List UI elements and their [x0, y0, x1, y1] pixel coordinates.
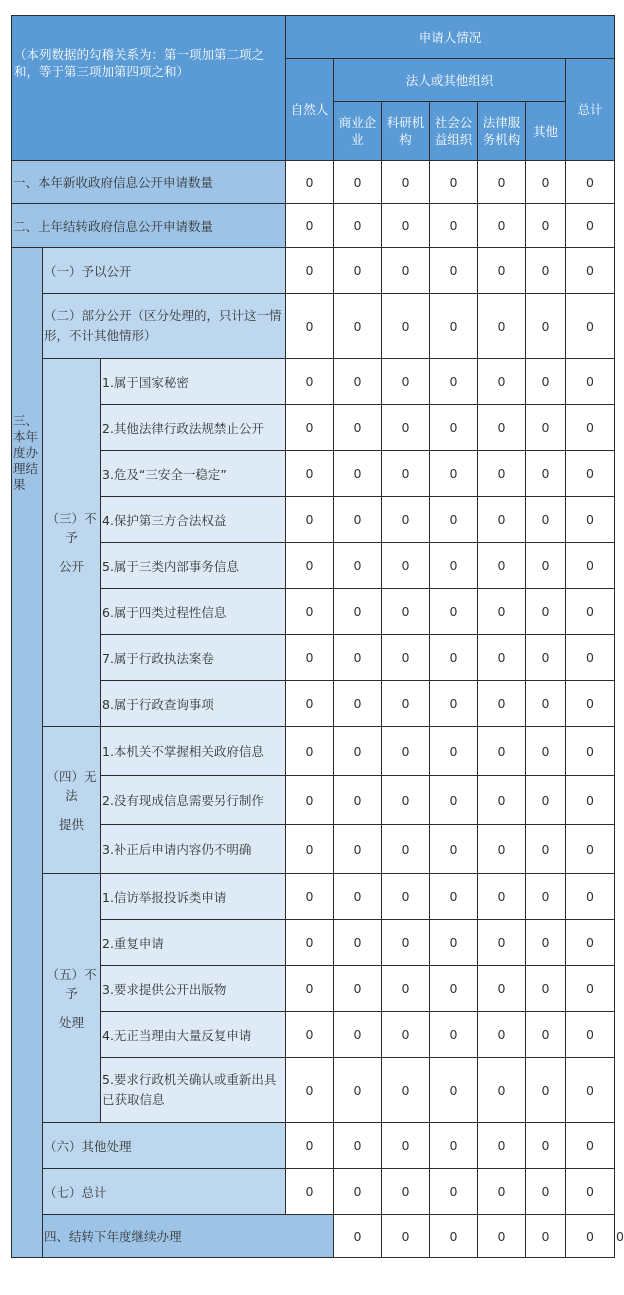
table-row	[12, 874, 615, 920]
table-row	[12, 359, 615, 405]
row-label: 2.重复申请	[101, 920, 286, 966]
value-cell: 0	[478, 1169, 526, 1215]
value-cell: 0	[334, 1215, 382, 1258]
value-cell: 0	[478, 451, 526, 497]
header-total: 总计	[566, 59, 615, 161]
value-cell: 0	[566, 920, 615, 966]
row-label: 3.危及“三安全一稳定”	[101, 451, 286, 497]
group-5-label	[43, 874, 101, 1123]
table-row	[12, 776, 615, 825]
row-label: 1.本机关不掌握相关政府信息	[101, 727, 286, 776]
value-cell: 0	[566, 1123, 615, 1169]
table-row	[12, 451, 615, 497]
value-cell: 0	[526, 874, 566, 920]
value-cell: 0	[478, 1058, 526, 1123]
value-cell: 0	[526, 204, 566, 248]
value-cell: 0	[334, 727, 382, 776]
value-cell: 0	[382, 359, 430, 405]
table-row	[12, 161, 615, 204]
value-cell: 0	[382, 874, 430, 920]
value-cell: 0	[334, 825, 382, 874]
value-cell: 0	[478, 161, 526, 204]
value-cell: 0	[334, 966, 382, 1012]
value-cell: 0	[430, 589, 478, 635]
value-cell: 0	[382, 681, 430, 727]
group-5-label-line2: 处理	[58, 1014, 84, 1030]
value-cell: 0	[334, 161, 382, 204]
value-cell: 0	[478, 920, 526, 966]
value-cell: 0	[478, 635, 526, 681]
value-cell: 0	[478, 966, 526, 1012]
value-cell: 0	[566, 359, 615, 405]
table-row: 四、结转下年度继续办理 0 0 0 0 0 0 0	[12, 1215, 615, 1258]
value-cell: 0	[382, 204, 430, 248]
value-cell: 0	[334, 920, 382, 966]
value-cell: 0	[286, 497, 334, 543]
value-cell: 0	[334, 1058, 382, 1123]
value-cell: 0	[382, 405, 430, 451]
value-cell: 0	[430, 405, 478, 451]
value-cell: 0	[526, 1058, 566, 1123]
value-cell: 0	[526, 359, 566, 405]
value-cell: 0	[478, 1215, 526, 1258]
header-note: （本列数据的勾稽关系为：第一项加第二项之和，等于第三项加第四项之和）	[12, 16, 286, 161]
value-cell: 0	[526, 727, 566, 776]
header-other: 其他	[526, 102, 566, 161]
group-4-label-line1: （四）无法	[46, 768, 97, 803]
value-cell: 0	[478, 294, 526, 359]
value-cell: 0	[286, 1012, 334, 1058]
value-cell: 0	[334, 204, 382, 248]
value-cell: 0	[430, 681, 478, 727]
row-label: （二）部分公开（区分处理的，只计这一情形，不计其他情形）	[43, 294, 286, 359]
value-cell: 0	[286, 589, 334, 635]
value-cell: 0	[430, 204, 478, 248]
value-cell: 0	[286, 776, 334, 825]
value-cell: 0	[382, 1169, 430, 1215]
value-cell: 0	[286, 920, 334, 966]
value-cell: 0	[430, 161, 478, 204]
value-cell: 0	[334, 776, 382, 825]
value-cell: 0	[286, 451, 334, 497]
table-row	[12, 248, 615, 294]
row-label: 3.要求提供公开出版物	[101, 966, 286, 1012]
table-row	[12, 497, 615, 543]
value-cell: 0	[566, 1169, 615, 1215]
row-label: 2.没有现成信息需要另行制作	[101, 776, 286, 825]
value-cell: 0	[526, 497, 566, 543]
value-cell: 0	[566, 161, 615, 204]
row-label: （一）予以公开	[43, 248, 286, 294]
value-cell: 0	[430, 543, 478, 589]
value-cell: 0	[566, 825, 615, 874]
header-public-welfare: 社会公益组织	[430, 102, 478, 161]
header-legal-group: 法人或其他组织	[334, 59, 566, 102]
value-cell: 0	[286, 635, 334, 681]
value-cell: 0	[526, 405, 566, 451]
value-cell: 0	[382, 635, 430, 681]
table-row	[12, 1058, 615, 1123]
value-cell: 0	[286, 359, 334, 405]
value-cell: 0	[430, 497, 478, 543]
value-cell: 0	[382, 727, 430, 776]
row-label: 1.属于国家秘密	[101, 359, 286, 405]
value-cell: 0	[382, 1215, 430, 1258]
value-cell: 0	[566, 294, 615, 359]
group-4-label	[43, 727, 101, 874]
value-cell: 0	[334, 1012, 382, 1058]
value-cell: 0	[478, 543, 526, 589]
header-legal-service: 法律服务机构	[478, 102, 526, 161]
value-cell: 0	[382, 543, 430, 589]
value-cell: 0	[334, 543, 382, 589]
value-cell: 0	[430, 727, 478, 776]
value-cell: 0	[430, 874, 478, 920]
value-cell: 0	[430, 1215, 478, 1258]
value-cell: 0	[566, 1215, 615, 1258]
value-cell: 0	[526, 825, 566, 874]
value-cell: 0	[334, 635, 382, 681]
row-label: 1.信访举报投诉类申请	[101, 874, 286, 920]
value-cell: 0	[526, 248, 566, 294]
value-cell: 0	[334, 359, 382, 405]
value-cell: 0	[382, 1123, 430, 1169]
row-label: 4.无正当理由大量反复申请	[101, 1012, 286, 1058]
table-row	[12, 204, 615, 248]
row-label: （七）总计	[43, 1169, 286, 1215]
value-cell: 0	[566, 248, 615, 294]
value-cell: 0	[478, 1012, 526, 1058]
value-cell: 0	[566, 1012, 615, 1058]
row-label: 二、上年结转政府信息公开申请数量	[12, 204, 286, 248]
value-cell: 0	[566, 681, 615, 727]
value-cell: 0	[566, 1058, 615, 1123]
value-cell: 0	[526, 635, 566, 681]
header-applicant: 申请人情况	[286, 16, 615, 59]
value-cell: 0	[286, 294, 334, 359]
value-cell: 0	[526, 1169, 566, 1215]
value-cell: 0	[382, 1058, 430, 1123]
section-3-label: 三、本年度办理结果	[12, 248, 43, 1258]
value-cell: 0	[286, 874, 334, 920]
table-row	[12, 825, 615, 874]
value-cell: 0	[286, 248, 334, 294]
table-row	[12, 1012, 615, 1058]
value-cell: 0	[286, 543, 334, 589]
value-cell: 0	[430, 451, 478, 497]
row-label: 3.补正后申请内容仍不明确	[101, 825, 286, 874]
value-cell: 0	[430, 1123, 478, 1169]
group-3-label-line2: 公开	[58, 559, 84, 574]
value-cell: 0	[286, 161, 334, 204]
value-cell: 0	[334, 248, 382, 294]
value-cell: 0	[566, 966, 615, 1012]
header-business: 商业企业	[334, 102, 382, 161]
table-row	[12, 727, 615, 776]
value-cell: 0	[478, 497, 526, 543]
table-row	[12, 966, 615, 1012]
value-cell: 0	[382, 589, 430, 635]
value-cell: 0	[478, 727, 526, 776]
value-cell: 0	[526, 1012, 566, 1058]
table-row	[12, 294, 615, 359]
value-cell: 0	[526, 589, 566, 635]
value-cell: 0	[382, 497, 430, 543]
group-4-label-line2: 提供	[58, 816, 84, 832]
value-cell: 0	[430, 635, 478, 681]
value-cell: 0	[334, 451, 382, 497]
value-cell: 0	[526, 543, 566, 589]
value-cell: 0	[430, 920, 478, 966]
value-cell: 0	[526, 1123, 566, 1169]
value-cell: 0	[334, 405, 382, 451]
row-label: 8.属于行政查询事项	[101, 681, 286, 727]
value-cell: 0	[430, 1058, 478, 1123]
value-cell: 0	[430, 294, 478, 359]
value-cell: 0	[382, 451, 430, 497]
value-cell: 0	[566, 451, 615, 497]
table-row	[12, 681, 615, 727]
row-label: 5.属于三类内部事务信息	[101, 543, 286, 589]
value-cell: 0	[566, 776, 615, 825]
value-cell: 0	[334, 1123, 382, 1169]
value-cell: 0	[526, 1215, 566, 1258]
value-cell: 0	[430, 966, 478, 1012]
value-cell: 0	[478, 359, 526, 405]
value-cell: 0	[382, 294, 430, 359]
value-cell: 0	[526, 966, 566, 1012]
value-cell: 0	[478, 874, 526, 920]
value-cell: 0	[286, 1058, 334, 1123]
row-label: 4.保护第三方合法权益	[101, 497, 286, 543]
value-cell: 0	[334, 294, 382, 359]
value-cell: 0	[430, 1012, 478, 1058]
value-cell: 0	[334, 874, 382, 920]
value-cell: 0	[286, 966, 334, 1012]
table-row	[12, 1169, 615, 1215]
group-5-label-line1: （五）不予	[46, 966, 97, 1001]
value-cell: 0	[382, 1012, 430, 1058]
value-cell: 0	[478, 248, 526, 294]
value-cell: 0	[566, 727, 615, 776]
value-cell: 0	[526, 920, 566, 966]
value-cell: 0	[526, 161, 566, 204]
value-cell: 0	[382, 825, 430, 874]
row-label: 四、结转下年度继续办理	[43, 1215, 334, 1258]
value-cell: 0	[430, 776, 478, 825]
table-row	[12, 635, 615, 681]
value-cell: 0	[566, 635, 615, 681]
value-cell: 0	[478, 681, 526, 727]
header-research: 科研机构	[382, 102, 430, 161]
value-cell: 0	[286, 204, 334, 248]
value-cell: 0	[286, 681, 334, 727]
value-cell: 0	[478, 204, 526, 248]
value-cell: 0	[430, 1169, 478, 1215]
value-cell: 0	[526, 681, 566, 727]
value-cell: 0	[286, 405, 334, 451]
value-cell: 0	[566, 874, 615, 920]
value-cell: 0	[478, 405, 526, 451]
value-cell: 0	[430, 825, 478, 874]
value-cell: 0	[286, 825, 334, 874]
table-row	[12, 920, 615, 966]
value-cell: 0	[286, 727, 334, 776]
value-cell: 0	[382, 161, 430, 204]
value-cell: 0	[566, 405, 615, 451]
header-natural-person: 自然人	[286, 59, 334, 161]
row-label: 2.其他法律行政法规禁止公开	[101, 405, 286, 451]
value-cell: 0	[286, 1169, 334, 1215]
table-row	[12, 1123, 615, 1169]
row-label: 5.要求行政机关确认或重新出具已获取信息	[101, 1058, 286, 1123]
table-row	[12, 543, 615, 589]
value-cell: 0	[478, 825, 526, 874]
value-cell: 0	[334, 589, 382, 635]
row-label: 一、本年新收政府信息公开申请数量	[12, 161, 286, 204]
value-cell: 0	[478, 1123, 526, 1169]
value-cell: 0	[334, 1169, 382, 1215]
row-label: （六）其他处理	[43, 1123, 286, 1169]
value-cell: 0	[478, 589, 526, 635]
value-cell: 0	[566, 589, 615, 635]
value-cell: 0	[430, 248, 478, 294]
value-cell: 0	[382, 776, 430, 825]
value-cell: 0	[382, 248, 430, 294]
value-cell: 0	[286, 1123, 334, 1169]
value-cell: 0	[382, 966, 430, 1012]
row-label: 6.属于四类过程性信息	[101, 589, 286, 635]
value-cell: 0	[566, 497, 615, 543]
value-cell: 0	[334, 497, 382, 543]
table-row	[12, 405, 615, 451]
application-statistics-table	[11, 15, 624, 1258]
value-cell: 0	[566, 204, 615, 248]
value-cell: 0	[478, 776, 526, 825]
value-cell: 0	[526, 294, 566, 359]
value-cell: 0	[382, 920, 430, 966]
value-cell: 0	[334, 681, 382, 727]
row-label: 7.属于行政执法案卷	[101, 635, 286, 681]
group-3-label-line1: （三）不予	[46, 511, 97, 545]
table-row	[12, 589, 615, 635]
group-3-label	[43, 359, 101, 727]
value-cell: 0	[526, 776, 566, 825]
value-cell: 0	[430, 359, 478, 405]
value-cell: 0	[526, 451, 566, 497]
value-cell: 0	[566, 543, 615, 589]
